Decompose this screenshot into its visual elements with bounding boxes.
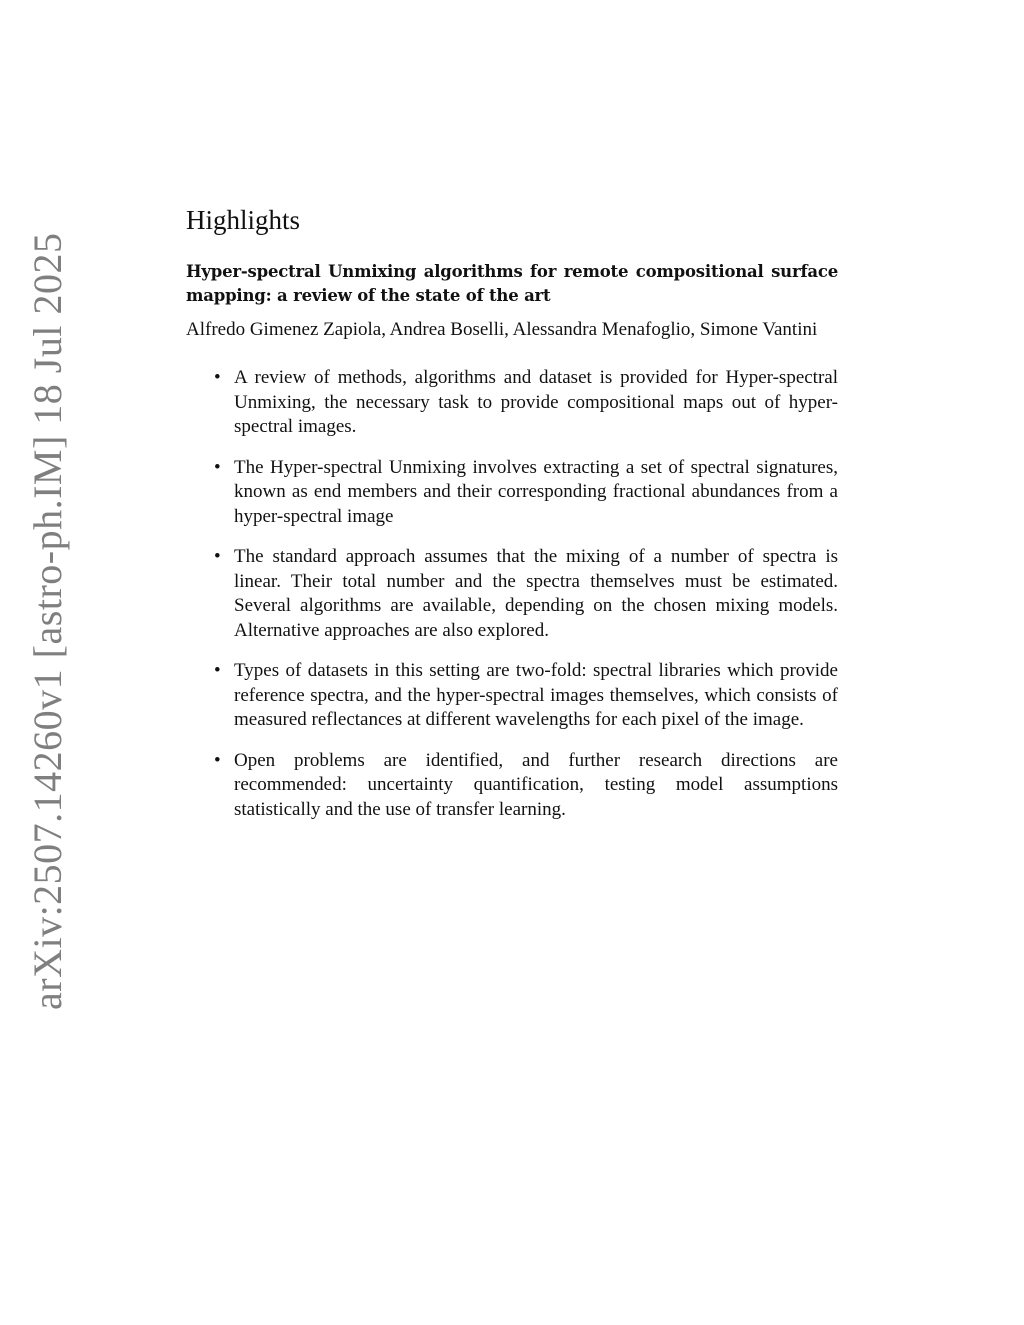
highlight-text: A review of methods, algorithms and dataset is provided for Hyper-spectral Unmixing, the necessary task to provide compositional maps out of hyper-spectral images.: [234, 367, 838, 437]
highlight-text: Types of datasets in this setting are two-fold: spectral libraries which provide reference spectra, and the hyper-spectral images themselves, which consists of measured reflectances at different wavelengths for each pixel of the image.: [234, 660, 838, 730]
paper-title: Hyper-spectral Unmixing algorithms for remote compositional surface mapping: a review of the state of the art: [186, 262, 838, 305]
highlight-text: Open problems are identified, and further research directions are recommended: uncertainty quantification, testing model assumptions statistically and the use of transfer learning.: [234, 749, 838, 820]
author-list: Alfredo Gimenez Zapiola, Andrea Boselli, Alessandra Menafoglio, Simone Vantini: [186, 319, 818, 340]
bullet-icon: •: [214, 749, 221, 771]
highlight-item: [214, 366, 838, 440]
bullet-icon: •: [214, 660, 221, 681]
highlights-list: [186, 366, 838, 822]
highlight-item: [214, 456, 838, 530]
bullet-icon: •: [214, 367, 221, 388]
highlight-text: The Hyper-spectral Unmixing involves extracting a set of spectral signatures, known as end members and their corresponding fractional abundances from a hyper-spectral image: [234, 456, 838, 527]
highlights-heading: Highlights: [186, 205, 301, 235]
highlight-text: The standard approach assumes that the mixing of a number of spectra is linear. Their total number and the spectra themselves must be estimated. Several algorithms are available, depending on the chosen mixing models. Alternative approaches are also explored.: [234, 546, 838, 641]
bullet-icon: •: [214, 456, 221, 478]
highlight-item: [214, 545, 838, 643]
arxiv-identifier-stamp: arXiv:2507.14260v1 [astro-ph.IM] 18 Jul 2025: [25, 232, 70, 1010]
highlights-page: [186, 202, 838, 838]
highlight-item: [214, 659, 838, 733]
highlight-item: [214, 749, 838, 823]
bullet-icon: •: [214, 546, 221, 567]
